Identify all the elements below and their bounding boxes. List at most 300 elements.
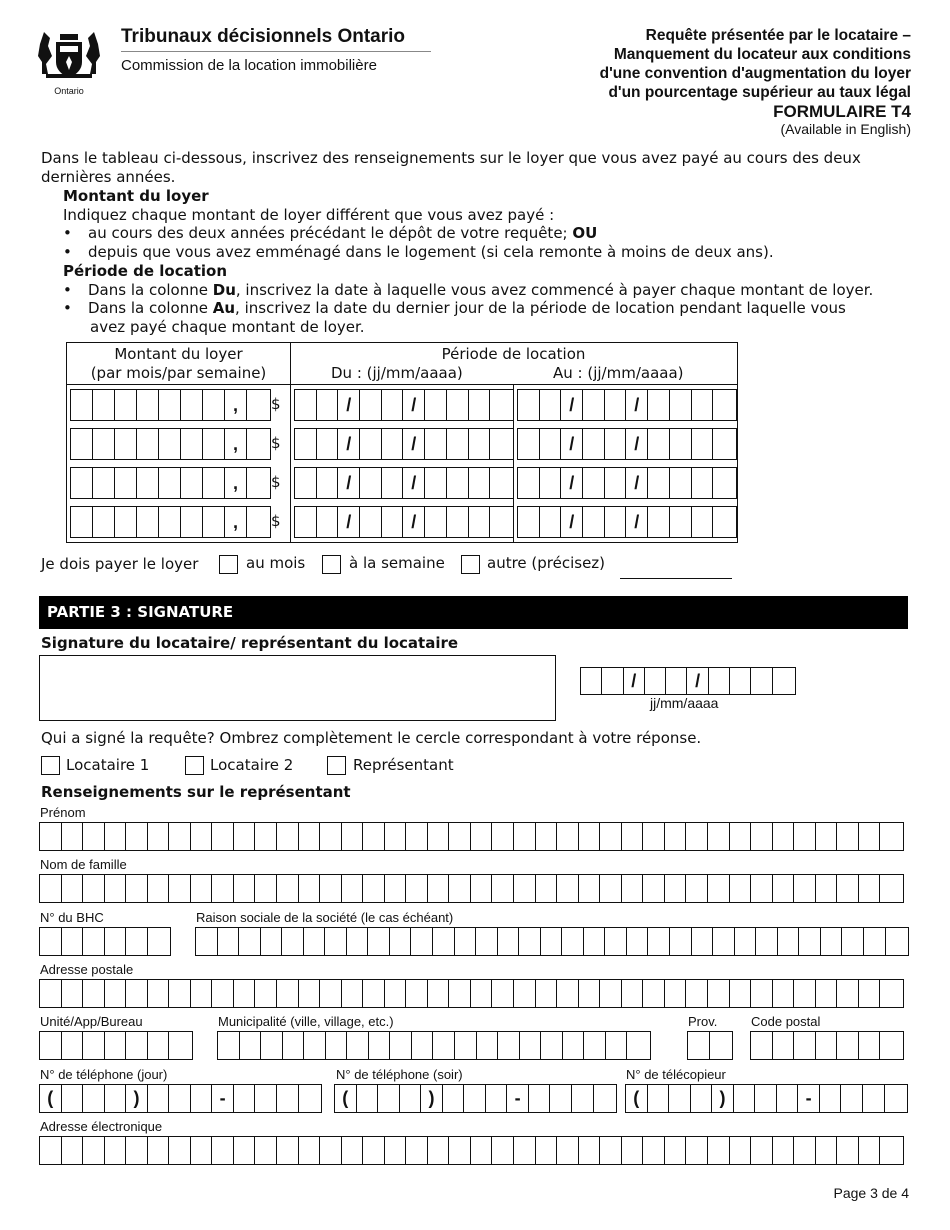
char-box[interactable]	[557, 1137, 579, 1164]
char-box[interactable]	[406, 980, 428, 1007]
char-box[interactable]	[382, 507, 404, 537]
char-box[interactable]	[317, 468, 339, 498]
char-box[interactable]	[425, 507, 447, 537]
char-box[interactable]	[643, 875, 665, 902]
char-box[interactable]	[317, 429, 339, 459]
char-box[interactable]	[735, 928, 757, 955]
char-box[interactable]	[403, 507, 425, 537]
char-box[interactable]	[126, 875, 148, 902]
char-box[interactable]	[880, 875, 902, 902]
rent-amount-input[interactable]	[70, 467, 271, 499]
char-box[interactable]	[730, 823, 752, 850]
char-box[interactable]	[885, 1085, 907, 1112]
char-box[interactable]	[536, 875, 558, 902]
char-box[interactable]	[403, 390, 425, 420]
char-box[interactable]	[169, 1032, 191, 1059]
char-box[interactable]	[148, 1137, 170, 1164]
char-box[interactable]	[169, 1137, 191, 1164]
char-box[interactable]	[622, 980, 644, 1007]
char-box[interactable]	[234, 980, 256, 1007]
char-box[interactable]	[115, 390, 137, 420]
char-box[interactable]	[148, 875, 170, 902]
char-box[interactable]	[385, 980, 407, 1007]
char-box[interactable]	[561, 390, 583, 420]
other-specify-line[interactable]	[620, 578, 732, 579]
char-box[interactable]	[540, 507, 562, 537]
char-box[interactable]	[83, 928, 105, 955]
char-box[interactable]	[492, 980, 514, 1007]
char-box[interactable]	[688, 1032, 710, 1059]
char-box[interactable]	[626, 390, 648, 420]
char-box[interactable]	[126, 1137, 148, 1164]
char-box[interactable]	[540, 390, 562, 420]
char-box[interactable]	[708, 980, 730, 1007]
char-box[interactable]	[277, 1137, 299, 1164]
char-box[interactable]	[212, 1085, 234, 1112]
char-box[interactable]	[540, 468, 562, 498]
char-box[interactable]	[626, 468, 648, 498]
char-box[interactable]	[325, 928, 347, 955]
char-box[interactable]	[447, 390, 469, 420]
char-box[interactable]	[447, 468, 469, 498]
char-box[interactable]	[403, 468, 425, 498]
char-box[interactable]	[490, 507, 512, 537]
char-box[interactable]	[357, 1085, 379, 1112]
char-box[interactable]	[518, 507, 540, 537]
char-box[interactable]	[816, 875, 838, 902]
char-box[interactable]	[338, 468, 360, 498]
char-box[interactable]	[239, 928, 261, 955]
char-box[interactable]	[181, 468, 203, 498]
char-box[interactable]	[692, 429, 714, 459]
unit-input[interactable]	[39, 1031, 193, 1060]
char-box[interactable]	[369, 1032, 391, 1059]
char-box[interactable]	[666, 668, 687, 694]
char-box[interactable]	[433, 1032, 455, 1059]
char-box[interactable]	[342, 1137, 364, 1164]
char-box[interactable]	[338, 429, 360, 459]
char-box[interactable]	[773, 980, 795, 1007]
char-box[interactable]	[755, 1085, 777, 1112]
char-box[interactable]	[605, 429, 627, 459]
char-box[interactable]	[665, 875, 687, 902]
char-box[interactable]	[648, 468, 670, 498]
char-box[interactable]	[105, 875, 127, 902]
char-box[interactable]	[62, 980, 84, 1007]
char-box[interactable]	[670, 429, 692, 459]
char-box[interactable]	[579, 1137, 601, 1164]
char-box[interactable]	[492, 1137, 514, 1164]
char-box[interactable]	[794, 875, 816, 902]
char-box[interactable]	[816, 823, 838, 850]
char-box[interactable]	[794, 980, 816, 1007]
char-box[interactable]	[390, 928, 412, 955]
char-box[interactable]	[561, 468, 583, 498]
char-box[interactable]	[816, 980, 838, 1007]
char-box[interactable]	[105, 1032, 127, 1059]
char-box[interactable]	[304, 1032, 326, 1059]
char-box[interactable]	[83, 1137, 105, 1164]
char-box[interactable]	[105, 1085, 127, 1112]
char-box[interactable]	[541, 928, 563, 955]
char-box[interactable]	[83, 980, 105, 1007]
char-box[interactable]	[148, 823, 170, 850]
char-box[interactable]	[159, 507, 181, 537]
char-box[interactable]	[363, 1137, 385, 1164]
char-box[interactable]	[751, 1032, 773, 1059]
rent-amount-input[interactable]	[70, 389, 271, 421]
char-box[interactable]	[83, 1085, 105, 1112]
char-box[interactable]	[798, 1085, 820, 1112]
char-box[interactable]	[234, 1137, 256, 1164]
char-box[interactable]	[863, 1085, 885, 1112]
char-box[interactable]	[514, 823, 536, 850]
char-box[interactable]	[490, 390, 512, 420]
char-box[interactable]	[622, 1137, 644, 1164]
char-box[interactable]	[428, 875, 450, 902]
char-box[interactable]	[561, 507, 583, 537]
char-box[interactable]	[563, 1032, 585, 1059]
char-box[interactable]	[225, 507, 247, 537]
char-box[interactable]	[540, 429, 562, 459]
char-box[interactable]	[492, 875, 514, 902]
char-box[interactable]	[643, 1137, 665, 1164]
char-box[interactable]	[490, 429, 512, 459]
char-box[interactable]	[317, 390, 339, 420]
char-box[interactable]	[425, 468, 447, 498]
char-box[interactable]	[794, 1032, 816, 1059]
char-box[interactable]	[126, 928, 148, 955]
char-box[interactable]	[880, 1137, 902, 1164]
char-box[interactable]	[62, 1137, 84, 1164]
char-box[interactable]	[627, 928, 649, 955]
char-box[interactable]	[477, 1032, 499, 1059]
char-box[interactable]	[709, 668, 730, 694]
char-box[interactable]	[342, 823, 364, 850]
char-box[interactable]	[218, 1032, 240, 1059]
char-box[interactable]	[581, 668, 602, 694]
char-box[interactable]	[626, 1085, 648, 1112]
char-box[interactable]	[794, 823, 816, 850]
char-box[interactable]	[137, 390, 159, 420]
from-date-input[interactable]	[294, 389, 514, 421]
char-box[interactable]	[299, 980, 321, 1007]
char-box[interactable]	[536, 980, 558, 1007]
char-box[interactable]	[579, 875, 601, 902]
char-box[interactable]	[403, 429, 425, 459]
char-box[interactable]	[277, 1085, 299, 1112]
evening-phone-input[interactable]	[334, 1084, 617, 1113]
char-box[interactable]	[115, 429, 137, 459]
char-box[interactable]	[455, 928, 477, 955]
char-box[interactable]	[105, 928, 127, 955]
char-box[interactable]	[708, 823, 730, 850]
char-box[interactable]	[605, 507, 627, 537]
char-box[interactable]	[773, 823, 795, 850]
char-box[interactable]	[691, 1085, 713, 1112]
char-box[interactable]	[550, 1085, 572, 1112]
char-box[interactable]	[148, 1032, 170, 1059]
char-box[interactable]	[471, 1137, 493, 1164]
other-checkbox[interactable]	[461, 555, 480, 574]
char-box[interactable]	[469, 429, 491, 459]
char-box[interactable]	[385, 875, 407, 902]
char-box[interactable]	[469, 468, 491, 498]
char-box[interactable]	[665, 1137, 687, 1164]
char-box[interactable]	[730, 875, 752, 902]
char-box[interactable]	[579, 823, 601, 850]
char-box[interactable]	[518, 429, 540, 459]
company-name-input[interactable]	[195, 927, 909, 956]
char-box[interactable]	[234, 1085, 256, 1112]
char-box[interactable]	[778, 928, 800, 955]
char-box[interactable]	[692, 468, 714, 498]
char-box[interactable]	[627, 1032, 649, 1059]
char-box[interactable]	[212, 875, 234, 902]
char-box[interactable]	[247, 429, 269, 459]
char-box[interactable]	[382, 429, 404, 459]
char-box[interactable]	[600, 875, 622, 902]
char-box[interactable]	[225, 468, 247, 498]
char-box[interactable]	[648, 928, 670, 955]
char-box[interactable]	[859, 823, 881, 850]
char-box[interactable]	[261, 1032, 283, 1059]
char-box[interactable]	[126, 823, 148, 850]
char-box[interactable]	[751, 1137, 773, 1164]
char-box[interactable]	[648, 507, 670, 537]
char-box[interactable]	[299, 1085, 321, 1112]
char-box[interactable]	[514, 875, 536, 902]
char-box[interactable]	[670, 507, 692, 537]
char-box[interactable]	[181, 429, 203, 459]
char-box[interactable]	[600, 823, 622, 850]
char-box[interactable]	[624, 668, 645, 694]
char-box[interactable]	[730, 980, 752, 1007]
char-box[interactable]	[622, 875, 644, 902]
char-box[interactable]	[449, 1137, 471, 1164]
char-box[interactable]	[799, 928, 821, 955]
char-box[interactable]	[584, 928, 606, 955]
char-box[interactable]	[169, 875, 191, 902]
char-box[interactable]	[536, 1137, 558, 1164]
char-box[interactable]	[347, 1032, 369, 1059]
char-box[interactable]	[181, 390, 203, 420]
char-box[interactable]	[360, 429, 382, 459]
to-date-input[interactable]	[517, 506, 737, 538]
char-box[interactable]	[449, 875, 471, 902]
char-box[interactable]	[605, 928, 627, 955]
char-box[interactable]	[83, 1032, 105, 1059]
char-box[interactable]	[40, 980, 62, 1007]
char-box[interactable]	[378, 1085, 400, 1112]
char-box[interactable]	[622, 823, 644, 850]
char-box[interactable]	[390, 1032, 412, 1059]
char-box[interactable]	[240, 1032, 262, 1059]
char-box[interactable]	[40, 823, 62, 850]
char-box[interactable]	[385, 823, 407, 850]
char-box[interactable]	[148, 928, 170, 955]
char-box[interactable]	[486, 1085, 508, 1112]
signature-box[interactable]	[39, 655, 556, 721]
char-box[interactable]	[734, 1085, 756, 1112]
char-box[interactable]	[71, 468, 93, 498]
to-date-input[interactable]	[517, 389, 737, 421]
char-box[interactable]	[115, 468, 137, 498]
char-box[interactable]	[821, 928, 843, 955]
char-box[interactable]	[713, 390, 735, 420]
char-box[interactable]	[643, 980, 665, 1007]
char-box[interactable]	[670, 928, 692, 955]
char-box[interactable]	[433, 928, 455, 955]
char-box[interactable]	[428, 823, 450, 850]
char-box[interactable]	[169, 980, 191, 1007]
char-box[interactable]	[203, 468, 225, 498]
char-box[interactable]	[40, 1032, 62, 1059]
char-box[interactable]	[62, 823, 84, 850]
char-box[interactable]	[304, 928, 326, 955]
char-box[interactable]	[137, 468, 159, 498]
char-box[interactable]	[342, 980, 364, 1007]
char-box[interactable]	[773, 1137, 795, 1164]
char-box[interactable]	[62, 1032, 84, 1059]
char-box[interactable]	[62, 1085, 84, 1112]
char-box[interactable]	[471, 823, 493, 850]
char-box[interactable]	[71, 507, 93, 537]
char-box[interactable]	[557, 980, 579, 1007]
char-box[interactable]	[203, 429, 225, 459]
char-box[interactable]	[191, 980, 213, 1007]
char-box[interactable]	[469, 390, 491, 420]
char-box[interactable]	[514, 1137, 536, 1164]
municipality-input[interactable]	[217, 1031, 651, 1060]
char-box[interactable]	[169, 1085, 191, 1112]
char-box[interactable]	[295, 390, 317, 420]
char-box[interactable]	[561, 429, 583, 459]
char-box[interactable]	[648, 1085, 670, 1112]
char-box[interactable]	[247, 468, 269, 498]
email-input[interactable]	[39, 1136, 904, 1165]
char-box[interactable]	[708, 875, 730, 902]
char-box[interactable]	[447, 507, 469, 537]
char-box[interactable]	[283, 1032, 305, 1059]
char-box[interactable]	[730, 1137, 752, 1164]
char-box[interactable]	[382, 390, 404, 420]
char-box[interactable]	[816, 1137, 838, 1164]
char-box[interactable]	[713, 928, 735, 955]
char-box[interactable]	[645, 668, 666, 694]
char-box[interactable]	[203, 390, 225, 420]
char-box[interactable]	[277, 875, 299, 902]
char-box[interactable]	[557, 823, 579, 850]
char-box[interactable]	[773, 668, 794, 694]
char-box[interactable]	[363, 823, 385, 850]
char-box[interactable]	[62, 875, 84, 902]
char-box[interactable]	[93, 507, 115, 537]
char-box[interactable]	[859, 875, 881, 902]
char-box[interactable]	[326, 1032, 348, 1059]
char-box[interactable]	[299, 823, 321, 850]
char-box[interactable]	[777, 1085, 799, 1112]
char-box[interactable]	[686, 875, 708, 902]
char-box[interactable]	[583, 468, 605, 498]
char-box[interactable]	[687, 668, 708, 694]
char-box[interactable]	[773, 1032, 795, 1059]
char-box[interactable]	[713, 468, 735, 498]
char-box[interactable]	[837, 980, 859, 1007]
char-box[interactable]	[519, 928, 541, 955]
char-box[interactable]	[572, 1085, 594, 1112]
char-box[interactable]	[148, 980, 170, 1007]
char-box[interactable]	[492, 823, 514, 850]
char-box[interactable]	[255, 980, 277, 1007]
char-box[interactable]	[40, 928, 62, 955]
day-phone-input[interactable]	[39, 1084, 322, 1113]
char-box[interactable]	[648, 390, 670, 420]
char-box[interactable]	[837, 1032, 859, 1059]
char-box[interactable]	[864, 928, 886, 955]
char-box[interactable]	[712, 1085, 734, 1112]
char-box[interactable]	[455, 1032, 477, 1059]
from-date-input[interactable]	[294, 506, 514, 538]
char-box[interactable]	[583, 507, 605, 537]
char-box[interactable]	[837, 1137, 859, 1164]
char-box[interactable]	[880, 823, 902, 850]
char-box[interactable]	[412, 1032, 434, 1059]
char-box[interactable]	[713, 429, 735, 459]
char-box[interactable]	[692, 390, 714, 420]
char-box[interactable]	[363, 980, 385, 1007]
char-box[interactable]	[406, 1137, 428, 1164]
char-box[interactable]	[600, 980, 622, 1007]
lso-number-input[interactable]	[39, 927, 171, 956]
char-box[interactable]	[126, 980, 148, 1007]
char-box[interactable]	[425, 390, 447, 420]
char-box[interactable]	[93, 429, 115, 459]
char-box[interactable]	[320, 1137, 342, 1164]
char-box[interactable]	[665, 980, 687, 1007]
char-box[interactable]	[428, 1137, 450, 1164]
char-box[interactable]	[529, 1085, 551, 1112]
char-box[interactable]	[837, 875, 859, 902]
char-box[interactable]	[342, 875, 364, 902]
char-box[interactable]	[385, 1137, 407, 1164]
char-box[interactable]	[105, 980, 127, 1007]
char-box[interactable]	[299, 875, 321, 902]
char-box[interactable]	[40, 875, 62, 902]
char-box[interactable]	[105, 823, 127, 850]
char-box[interactable]	[751, 875, 773, 902]
char-box[interactable]	[469, 507, 491, 537]
char-box[interactable]	[428, 980, 450, 1007]
char-box[interactable]	[196, 928, 218, 955]
char-box[interactable]	[579, 980, 601, 1007]
char-box[interactable]	[255, 1137, 277, 1164]
char-box[interactable]	[562, 928, 584, 955]
char-box[interactable]	[126, 1032, 148, 1059]
char-box[interactable]	[159, 429, 181, 459]
char-box[interactable]	[400, 1085, 422, 1112]
char-box[interactable]	[476, 928, 498, 955]
char-box[interactable]	[247, 507, 269, 537]
rent-amount-input[interactable]	[70, 428, 271, 460]
char-box[interactable]	[277, 980, 299, 1007]
char-box[interactable]	[449, 980, 471, 1007]
char-box[interactable]	[338, 507, 360, 537]
char-box[interactable]	[40, 1085, 62, 1112]
char-box[interactable]	[557, 875, 579, 902]
char-box[interactable]	[686, 823, 708, 850]
char-box[interactable]	[363, 875, 385, 902]
